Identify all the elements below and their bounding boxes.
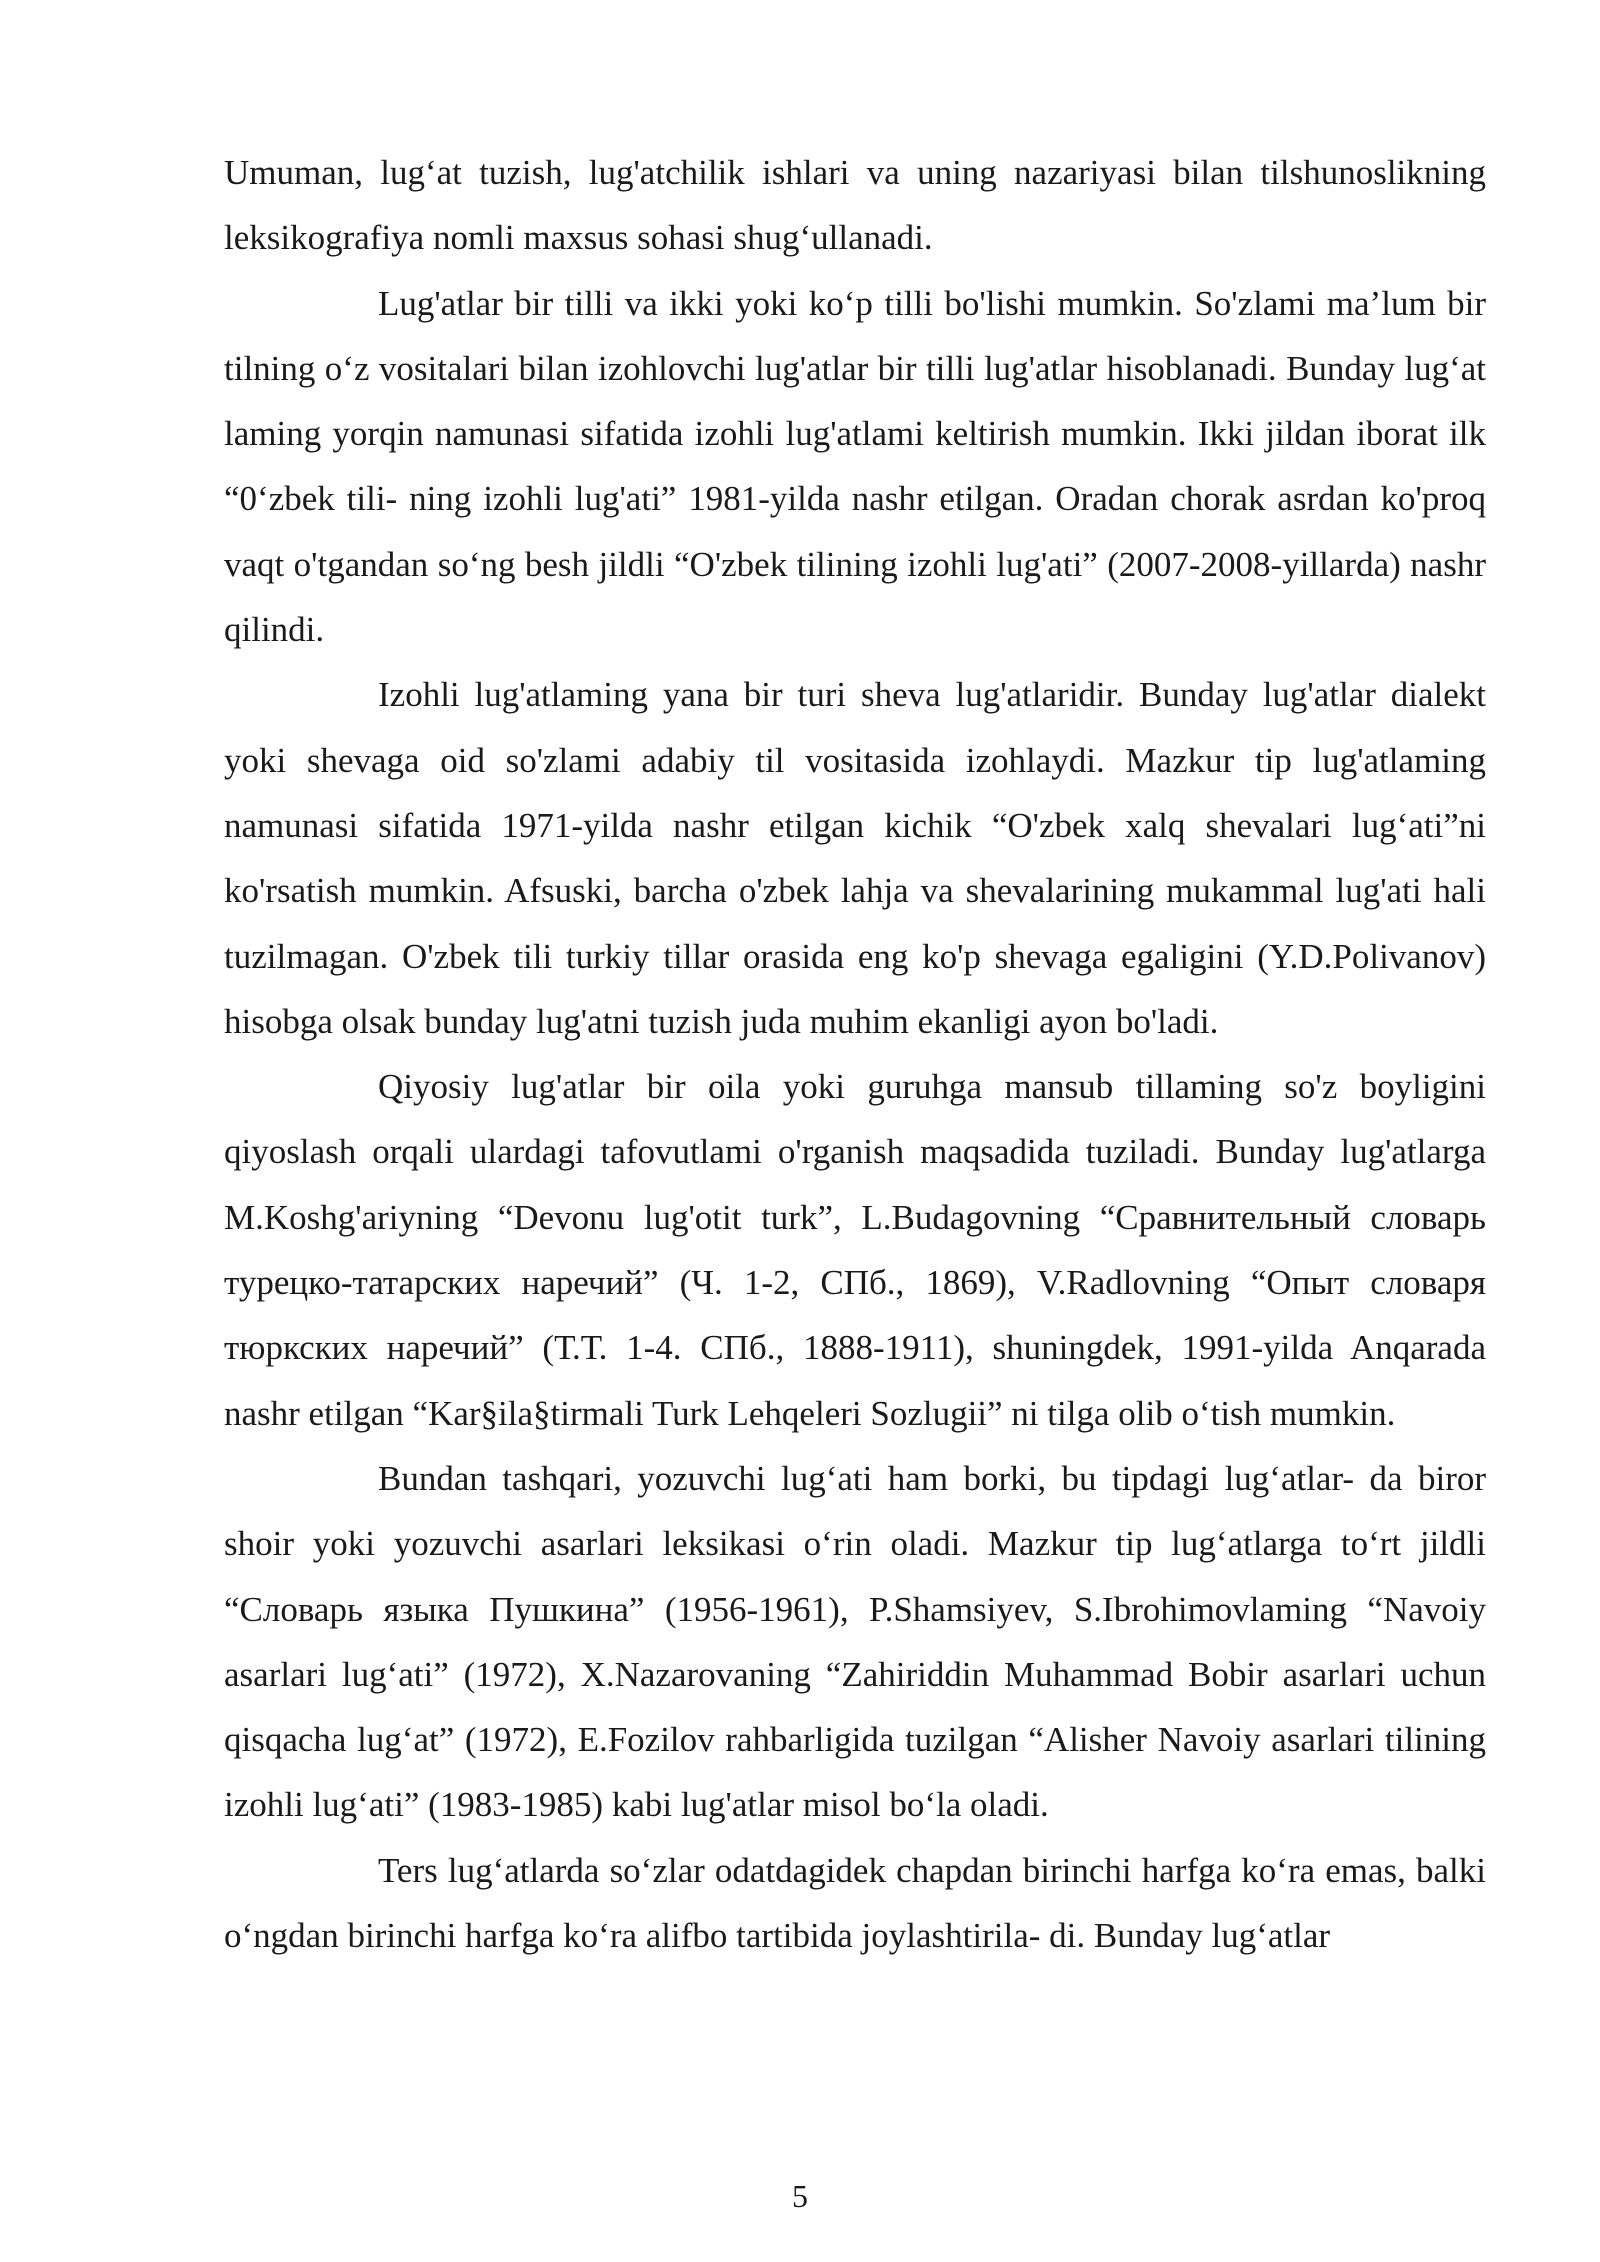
paragraph-4: Qiyosiy lug'atlar bir oila yoki guruhga mansub tillaming so'z boyligini qiyoslash orqali ulardagi tafovutlami o'rganish maqsadida tuziladi. Bunday lug'atlarga M.Koshg'ariyning “Devonu lug'otit turk”, L.Budagovning “Сравнительный словарь турецко-татарских наречий” (Ч. 1-2, СПб., 1869), V.Radlovning “Опыт словаря тюркских наречий” (Т.Т. 1-4. СПб., 1888-1911), shuningdek, 1991-yilda Anqarada nashr etilgan “Kar§ila§tirmali Turk Lehqeleri Sozlugii” ni tilga olib o‘tish mumkin.	[224, 1067, 1486, 1433]
paragraph-2: Lug'atlar bir tilli va ikki yoki ko‘p tilli bo'lishi mumkin. So'zlami ma’lum bir tilning o‘z vositalari bilan izohlovchi lug'atlar bir tilli lug'atlar hisoblanadi. Bunday lug‘at laming yorqin namunasi sifatida izohli lug'atlami keltirish mumkin. Ikki jildan iborat ilk “0‘zbek tili- ning izohli lug'ati” 1981-yilda nashr etilgan. Oradan chorak asrdan ko'proq vaqt o'tgandan so‘ng besh jildli “O'zbek tilining izohli lug'ati” (2007-2008-yillarda) nashr qilindi.	[224, 283, 1486, 650]
paragraph-5: Bundan tashqari, yozuvchi lug‘ati ham borki, bu tipdagi lug‘atlar- da biror shoir yoki yozuvchi asarlari leksikasi o‘rin oladi. Mazkur tip lug‘atlarga to‘rt jildli “Словарь языка Пушкина” (1956-1961), P.Shamsiyev, S.Ibrohimovlaming “Navoiy asarlari lug‘ati” (1972), X.Nazarovaning “Zahiriddin Muhammad Bobir asarlari uchun qisqacha lug‘at” (1972), E.Fozilov rahbarligida tuzilgan “Alisher Navoiy asarlari tilining izohli lug‘ati” (1983-1985) kabi lug'atlar misol bo‘la oladi.	[224, 1458, 1486, 1825]
page-number: 5	[792, 2178, 808, 2214]
body-text	[224, 140, 1486, 1968]
paragraph-3: Izohli lug'atlaming yana bir turi sheva lug'atlaridir. Bunday lug'atlar dialekt yoki shevaga oid so'zlami adabiy til vositasida izohlaydi. Mazkur tip lug'atlaming namunasi sifatida 1971-yilda nashr etilgan kichik “O'zbek xalq shevalari lug‘ati”ni ko'rsatish mumkin. Afsuski, barcha o'zbek lahja va shevalarining mukammal lug'ati hali tuzilmagan. O'zbek tili turkiy tillar orasida eng ko'p shevaga egaligini (Y.D.Polivanov) hisobga olsak bunday lug'atni tuzish juda muhim ekanligi ayon bo'ladi.	[224, 675, 1486, 1041]
paragraph-6: Ters lug‘atlarda so‘zlar odatdagidek chapdan birinchi harfga ko‘ra emas, balki o‘ngdan birinchi harfga ko‘ra alifbo tartibida joylashtirila- di. Bunday lug‘atlar	[224, 1850, 1486, 1956]
paragraph-1: Umuman, lug‘at tuzish, lug'atchilik ishlari va uning nazariyasi bilan tilshunoslikning leksikografiya nomli maxsus sohasi shug‘ullanadi.	[224, 153, 1486, 258]
